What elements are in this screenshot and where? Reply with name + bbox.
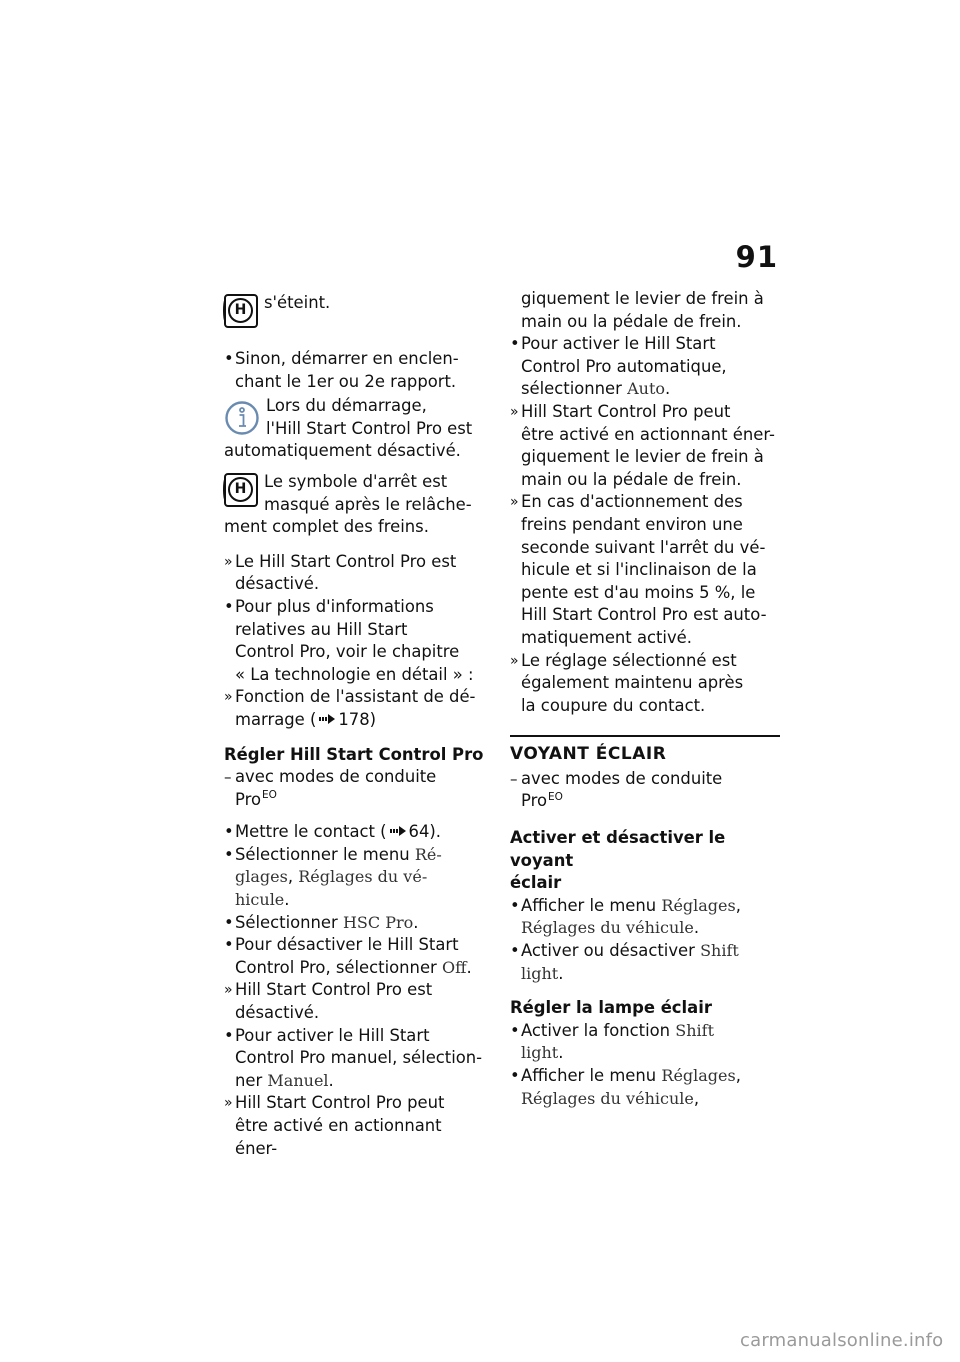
list-item: • Mettre le contact ( 64). bbox=[224, 822, 442, 842]
hill-hold-warning-icon: H bbox=[224, 294, 258, 328]
hold-symbol-note bbox=[224, 292, 488, 336]
list-item: • Pour plus d'informations relatives au Hill Start Control Pro, voir le chapitre « La technologie en détail » : bbox=[224, 596, 474, 684]
note-text: s'éteint. bbox=[264, 293, 331, 312]
result-item: » En cas d'actionnement des freins pendant environ une seconde suivant l'arrêt du vé- hicule et si l'inclinaison de la pente est d'au moins 5 %, le Hill Start Control Pro est auto- matiquement activé. bbox=[510, 492, 767, 647]
heading-activer: Activer et désactiver le voyant éclair bbox=[510, 828, 726, 893]
list-item: • Sinon, démarrer en enclen- chant le 1er ou 2e rapport. bbox=[224, 349, 459, 391]
scope-item: – avec modes de conduite Pro$^{EO}$ bbox=[510, 768, 723, 811]
hold-symbol-note: H Le symbole d'arrêt est masqué après le relâche- ment complet des freins. bbox=[224, 471, 472, 537]
heading-lampe: Régler la lampe éclair bbox=[510, 998, 712, 1018]
result-item: » Hill Start Control Pro est désactivé. bbox=[224, 980, 433, 1023]
info-icon bbox=[224, 399, 262, 437]
list-item: • Activer ou désactiver Shift light. bbox=[510, 941, 739, 983]
scope-item: – avec modes de conduite Pro$^{EO}$ bbox=[224, 767, 437, 809]
list-item: • Pour désactiver le Hill Start Control Pro, sélectionner Off. bbox=[224, 935, 472, 977]
section-title: VOYANT ÉCLAIR bbox=[510, 744, 667, 765]
result-item: » Fonction de l'assistant de dé- marrage ( 178) bbox=[224, 687, 476, 729]
continued-text: giquement le levier de frein à main ou la pédale de frein. bbox=[521, 289, 764, 331]
list-item: • Pour activer le Hill Start Control Pro manuel, sélection- ner Manuel. bbox=[224, 1025, 483, 1090]
info-note: Lors du démarrage, l'Hill Start Control Pro est automatiquement désactivé. bbox=[224, 396, 473, 461]
result-item: » Le réglage sélectionné est également maintenu après la coupure du contact. bbox=[510, 650, 744, 715]
list-item: • Afficher le menu Réglages, Réglages du véhicule, bbox=[510, 1066, 741, 1108]
list-item: • Pour activer le Hill Start Control Pro automatique, sélectionner Auto. bbox=[510, 334, 727, 399]
hill-hold-warning-icon: H bbox=[224, 473, 258, 507]
list-item: • Sélectionner HSC Pro. bbox=[224, 912, 419, 932]
page-number: 91 bbox=[735, 240, 778, 274]
result-item: » Le Hill Start Control Pro est désactivé. bbox=[224, 551, 457, 594]
list-item: • Afficher le menu Réglages, Réglages du véhicule. bbox=[510, 895, 741, 938]
result-item: » Hill Start Control Pro peut être activé en actionnant éner- bbox=[224, 1093, 445, 1158]
section-divider bbox=[510, 735, 780, 766]
heading-regler: Régler Hill Start Control Pro bbox=[224, 744, 484, 764]
left-column bbox=[224, 288, 488, 1160]
page-reference-arrow-icon bbox=[390, 826, 406, 836]
page-reference-arrow-icon bbox=[319, 714, 335, 724]
list-item: • Activer la fonction Shift light. bbox=[510, 1020, 714, 1063]
list-item: • Sélectionner le menu Ré- glages, Réglages du vé- hicule. bbox=[224, 844, 442, 910]
right-column bbox=[510, 288, 780, 1110]
watermark: carmanualsonline.info bbox=[740, 1330, 944, 1351]
result-item: » Hill Start Control Pro peut être activé en actionnant éner- giquement le levier de frein à main ou la pédale de frein. bbox=[510, 401, 775, 489]
